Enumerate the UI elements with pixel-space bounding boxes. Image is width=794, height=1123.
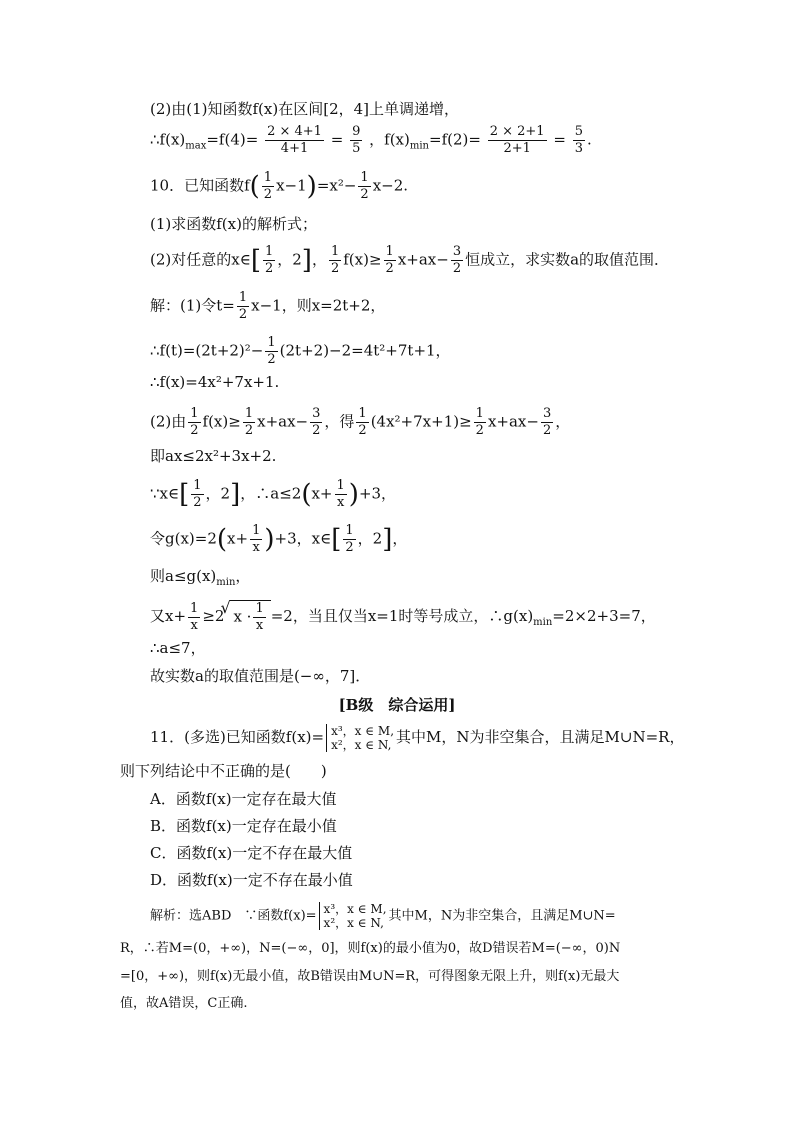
- fraction: $\frac{1}{2}$: [190, 406, 199, 438]
- fraction: $\frac{1}{2}$: [193, 478, 202, 510]
- fraction: $\frac{5}{3}$: [574, 124, 584, 156]
- fraction: $\frac{9}{5}$: [352, 124, 361, 156]
- question-10-stem: 10．已知函数f( $\frac{1}{2}$ x−1)=x²− $\frac{1}{2}$ x−2.: [150, 170, 409, 202]
- square-root: √ x · $\frac{1}{x}$: [230, 600, 270, 634]
- solution-line: 即ax≤2x²+3x+2.: [150, 447, 277, 465]
- fraction: $\frac{1}{2}$: [264, 244, 274, 276]
- option-d: D．函数f(x)一定不存在最小值: [150, 871, 353, 889]
- text-line: (2)由(1)知函数f(x)在区间[2，4]上单调递增，: [150, 100, 460, 118]
- question-11-stem: 11．(多选)已知函数f(x)= x³，x ∈ M, x²，x ∈ N, 其中M，N为非空集合，且满足M∪N=R，: [150, 724, 685, 752]
- fraction: $\frac{3}{2}$: [452, 244, 462, 276]
- solution-line: ∵x∈[ $\frac{1}{2}$ ，2]，∴a≤2(x+ $\frac{1}{x}$ )+3，: [150, 478, 397, 510]
- question-10-part2: (2)对任意的x∈[ $\frac{1}{2}$ ，2]， $\frac{1}{2}$ f(x)≥ $\frac{1}{2}$ x+ax− $\frac{3}{2}$ 恒成立，求实数a的取值范围．: [150, 244, 670, 276]
- piecewise-brace: x³，x ∈ M, x²，x ∈ N,: [326, 724, 394, 752]
- fraction: $\frac{2 \times 4+1}{4+1}$: [267, 124, 322, 156]
- answer-line: 值，故A错误，C正确.: [120, 996, 248, 1011]
- piecewise-brace: x³，x ∈ M, x²，x ∈ N,: [319, 902, 387, 930]
- fraction: $\frac{1}{2}$: [475, 406, 484, 438]
- solution-line: (2)由 $\frac{1}{2}$ f(x)≥ $\frac{1}{2}$ x+ax− $\frac{3}{2}$ ，得 $\frac{1}{2}$ (4x²+7x+1)≥ $\frac{1}{2}$ x+ax− $\frac{3}{2}$ ，: [150, 406, 571, 438]
- answer-line: 解析：选ABD ∵函数f(x)= x³，x ∈ M, x²，x ∈ N, 其中M，N为非空集合，且满足M∪N=: [150, 902, 616, 930]
- fraction: $\frac{1}{x}$: [252, 523, 261, 555]
- fraction: $\frac{1}{2}$: [263, 170, 273, 202]
- option-b: B．函数f(x)一定存在最小值: [150, 817, 337, 835]
- fraction: $\frac{1}{2}$: [345, 523, 354, 555]
- fraction: $\frac{1}{x}$: [255, 601, 264, 633]
- fraction: $\frac{3}{2}$: [312, 406, 321, 438]
- fraction: $\frac{1}{2}$: [358, 406, 367, 438]
- solution-line: 解：(1)令t= $\frac{1}{2}$ x−1，则x=2t+2，: [150, 290, 386, 322]
- answer-line: R，∴若M=(0，+∞)，N=(−∞，0]，则f(x)的最小值为0，故D错误若M=(−∞，0)N: [120, 941, 621, 956]
- fraction: $\frac{2 \times 2+1}{2+1}$: [489, 124, 545, 156]
- fraction: $\frac{1}{2}$: [244, 406, 254, 438]
- fraction: $\frac{1}{2}$: [330, 244, 340, 276]
- solution-line: 则$a\le g(x)_{min}$，: [150, 567, 251, 588]
- solution-line: 又x+ $\frac{1}{x}$ ≥2√ x · $\frac{1}{x}$ =2，当且仅当x=1时等号成立，$\therefore g(x)_{min}=2\times 2+3=7$，: [150, 600, 656, 634]
- text-line: 则下列结论中不正确的是( ): [120, 762, 327, 780]
- option-a: A．函数f(x)一定存在最大值: [150, 790, 337, 808]
- solution-line: 令g(x)=2(x+ $\frac{1}{x}$ )+3，x∈[ $\frac{1}{2}$ ，2]，: [150, 523, 408, 555]
- solution-line: ∴f(t)=(2t+2)²− $\frac{1}{2}$ (2t+2)−2=4t²+7t+1，: [150, 335, 451, 367]
- fraction: $\frac{1}{2}$: [238, 290, 248, 322]
- fraction: $\frac{3}{2}$: [542, 406, 552, 438]
- math-line: $\therefore f(x)_{max}=f(4)=$ $\frac{2 \times 4+1}{4+1}$ = $\frac{9}{5}$ ，$f(x)_{min}=f(2)=$ $\frac{2 \times 2+1}{2+1}$ = $\frac{5}{3}$ .: [150, 124, 592, 156]
- fraction: $\frac{1}{2}$: [360, 170, 369, 202]
- fraction: $\frac{1}{2}$: [385, 244, 394, 276]
- fraction: $\frac{1}{2}$: [267, 335, 276, 367]
- text-line: (1)求函数f(x)的解析式；: [150, 215, 317, 233]
- solution-line: 故实数a的取值范围是(−∞，7]．: [150, 667, 371, 685]
- option-c: C．函数f(x)一定不存在最大值: [150, 844, 353, 862]
- solution-line: ∴a≤7，: [150, 639, 206, 657]
- answer-line: =[0，+∞)，则f(x)无最小值，故B错误由M∪N=R，可得图象无限上升，则f(x)无最大: [120, 969, 620, 984]
- solution-line: ∴f(x)=4x²+7x+1.: [150, 373, 280, 391]
- fraction: $\frac{1}{x}$: [336, 478, 345, 510]
- section-heading: [B级 综合运用]: [338, 696, 456, 714]
- fraction: $\frac{1}{x}$: [190, 600, 199, 633]
